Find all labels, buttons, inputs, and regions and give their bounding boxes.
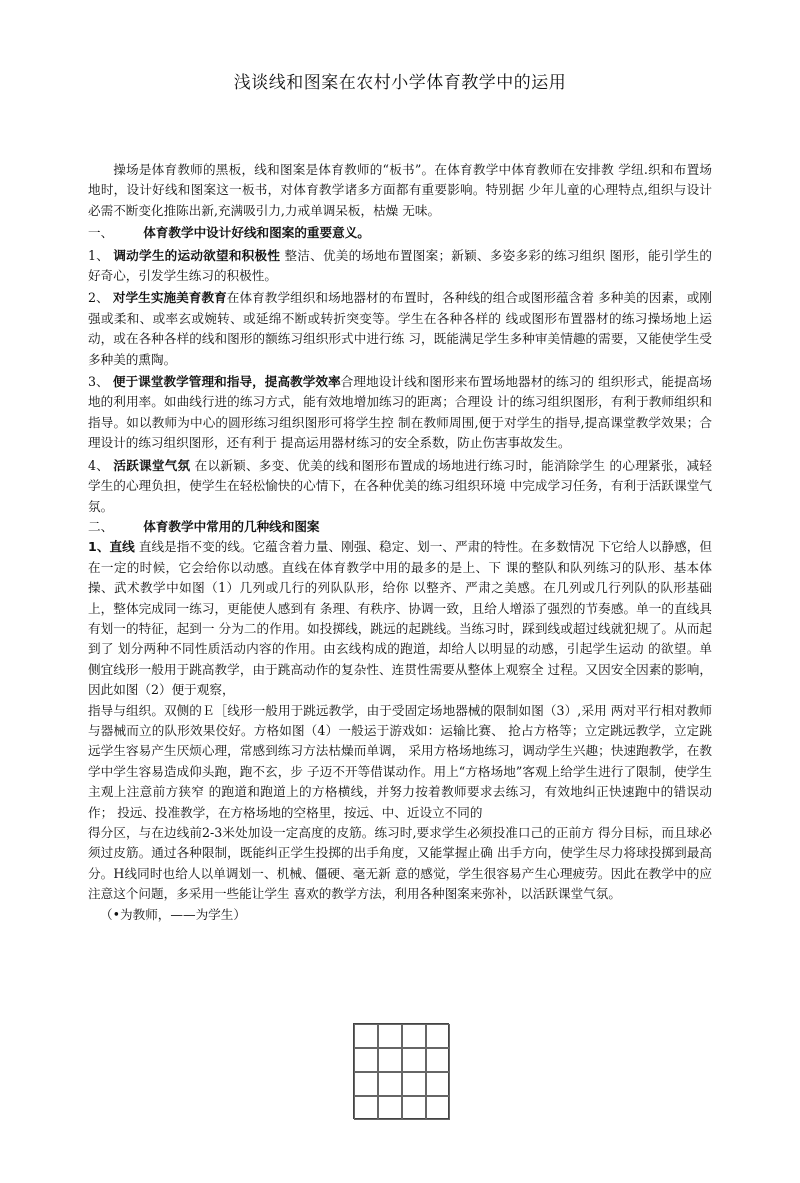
item-text: 整洁、优美的场地布置图案；新颖、多姿多彩的练习组织 图形，能引学生的好奇心，引发学生练习的积极性。 bbox=[88, 247, 712, 284]
section-1-heading bbox=[88, 223, 712, 243]
item-number: 1、 bbox=[88, 247, 110, 263]
section-2-paragraph-3: 得分区，与在边线前2-3米处加设一定高度的皮筋。练习时,要求学生必须投准口己的正前方 得分目标，而且球必须过皮筋。通过各种限制，既能纠正学生投掷的出手角度，又能掌握止确 出手方向，使学生尽力将球投掷到最高分。H线同时也给人以单调划一、机械、僵硬、毫无新 意的感觉，学生很容易产生心理疲劳。因此在教学中的应注意这个问题，多采用一些能让学生 喜欢的教学方法，利用各种图案来弥补，以活跃课堂气氛。 bbox=[88, 825, 712, 902]
document-body bbox=[88, 160, 712, 925]
item-number: 1、 bbox=[88, 539, 110, 555]
grid-cells bbox=[353, 1023, 449, 1119]
item-heading: 对学生实施美育教育 bbox=[112, 290, 227, 306]
item-heading: 直线 bbox=[109, 539, 135, 555]
item-text: 直线是指不变的线。它蕴含着力量、刚强、稳定、划一、严肃的特性。在多数情况 下它给人以静感，但在一定的时候，它会给你以动感。直线在体育教学中用的最多的是上、下 课的整队和队列练习的队形、基本体操、武术教学中如图（1）几列或几行的列队队形，给你 以整齐、严肃之美感。在几列或几行列队的队形基础上，整体完成同一练习，更能使人感到有 条理、有秩序、协调一致，且给人增添了强烈的节奏感。单一的直线具有划一的特征，起到一 分为二的作用。如投掷线，跳远的起跳线。当练习时，踩到线或超过线就犯规了。从而起到了 划分两种不同性质活动内容的作用。由玄线构成的跑道，却给人以明显的动感，引起学生运动 的欲望。单侧宜线形一般用于跳高教学，由于跳高动作的复杂性、连贯性需要从整体上观察全 过程。又因安全因素的影响，因此如图（2）便于观察， bbox=[88, 539, 712, 698]
grid-cell bbox=[426, 1096, 450, 1120]
grid-cell bbox=[402, 1096, 426, 1120]
item-text: 在以新颖、多变、优美的线和图形布置成的场地进行练习时，能消除学生 的心理紧张，减轻学生的心理负担，使学生在轻松愉快的心情下，在各种优美的练习组织环境 中完成学习任务，有利于活跃课堂气氛。 bbox=[88, 457, 712, 514]
grid-cell bbox=[354, 1024, 378, 1048]
legend-note: （•为教师，——为学生） bbox=[100, 906, 246, 922]
grid-cell bbox=[402, 1072, 426, 1096]
grid-cell bbox=[354, 1096, 378, 1120]
grid-cell bbox=[402, 1024, 426, 1048]
grid-cell bbox=[378, 1096, 402, 1120]
section-2-title: 体育教学中常用的几种线和图案 bbox=[143, 518, 320, 534]
item-heading: 便于课堂教学管理和指导，提高教学效率 bbox=[112, 374, 341, 390]
section-1-item-2 bbox=[88, 288, 712, 370]
item-number: 2、 bbox=[88, 290, 109, 306]
intro-paragraph: 操场是体育教师的黑板，线和图案是体育教师的“板书”。在体育教学中体育教师在安排教 学纽.织和布置场地时，设计好线和图案这一板书，对体育教学诸多方面都有重要影响。特别据 少年儿童的心理特点,组织与设计必需不断变化推陈出新,充满吸引力,力戒单调呆板，枯燥 无味。 bbox=[88, 162, 712, 218]
item-number: 4、 bbox=[88, 457, 110, 473]
section-2-heading bbox=[88, 517, 712, 537]
square-grid-figure bbox=[353, 1023, 449, 1119]
section-1-title: 体育教学中设计好线和图案的重要意义。 bbox=[143, 225, 370, 241]
grid-cell bbox=[426, 1024, 450, 1048]
item-heading: 活跃课堂气氛 bbox=[113, 457, 191, 473]
grid-cell bbox=[426, 1072, 450, 1096]
page-title: 浅谈线和图案在农村小学体育教学中的运用 bbox=[233, 73, 567, 93]
section-1-item-3 bbox=[88, 372, 712, 454]
section-2-number: 二、 bbox=[88, 518, 114, 534]
section-1-item-1 bbox=[88, 246, 712, 287]
grid-cell bbox=[378, 1048, 402, 1072]
section-2-paragraph-2: 指导与组织。双侧的Ｅ［线形一般用于跳远教学，由于受固定场地器械的限制如图（3）,采用 两对平行相对教师与器械而立的队形效果佼好。方格如图（4）一般运于游戏如：运输比赛、 抢占方格等；立定跳远教学，立定跳远学生容易产生厌烦心理，常感到练习方法枯燥而单调， 采用方格场地练习，调动学生兴趣；快速跑教学，在教学中学生容易造成仰头跑，跑不玄，步 子迈不开等借谋动作。用上“方格场地”客观上给学生进行了限制，使学生主观上注意前方狭窄 的跑道和跑道上的方格横线，并努力按着教师要求去练习，有效地纠正快速跑中的错误动作； 投远、投准教学，在方格场地的空格里，按远、中、近设立不同的 bbox=[88, 702, 712, 820]
grid-cell bbox=[378, 1072, 402, 1096]
grid-cell bbox=[378, 1024, 402, 1048]
item-number: 3、 bbox=[88, 374, 109, 390]
section-2-paragraph-1 bbox=[88, 537, 712, 700]
item-text: 在体育教学组织和场地器材的布置时，各种线的组合或图形蕴含着 多种美的因素，或刚强或柔和、或率玄或婉转、或延绵不断或转折突变等。学生在各种各样的 线或图形布置器材的练习操场地上运动，或在各种各样的线和图形的额练习组织形式中进行练 习，既能满足学生多种审美情趣的需要，又能使学生受多种美的熏陶。 bbox=[88, 290, 712, 367]
item-text: 合理地设计线和图形来布置场地器材的练习的 组织形式，能提高场地的利用率。如曲线行进的练习方式，能有效地增加练习的距离；合理设 计的练习组织图形，有利于教师组织和指导。如以教师为中心的圆形练习组织图形可将学生控 制在教师周围,便于对学生的指导,提高课堂教学效果；合理设计的练习组织图形，还有利于 提高运用器材练习的安全系数，防止伤害事故发生。 bbox=[88, 374, 712, 451]
grid-cell bbox=[354, 1048, 378, 1072]
grid-cell bbox=[354, 1072, 378, 1096]
section-1-item-4 bbox=[88, 456, 712, 517]
item-heading: 调动学生的运动欲望和积极性 bbox=[113, 247, 281, 263]
grid-cell bbox=[426, 1048, 450, 1072]
section-1-number: 一、 bbox=[88, 225, 114, 241]
grid-cell bbox=[402, 1048, 426, 1072]
